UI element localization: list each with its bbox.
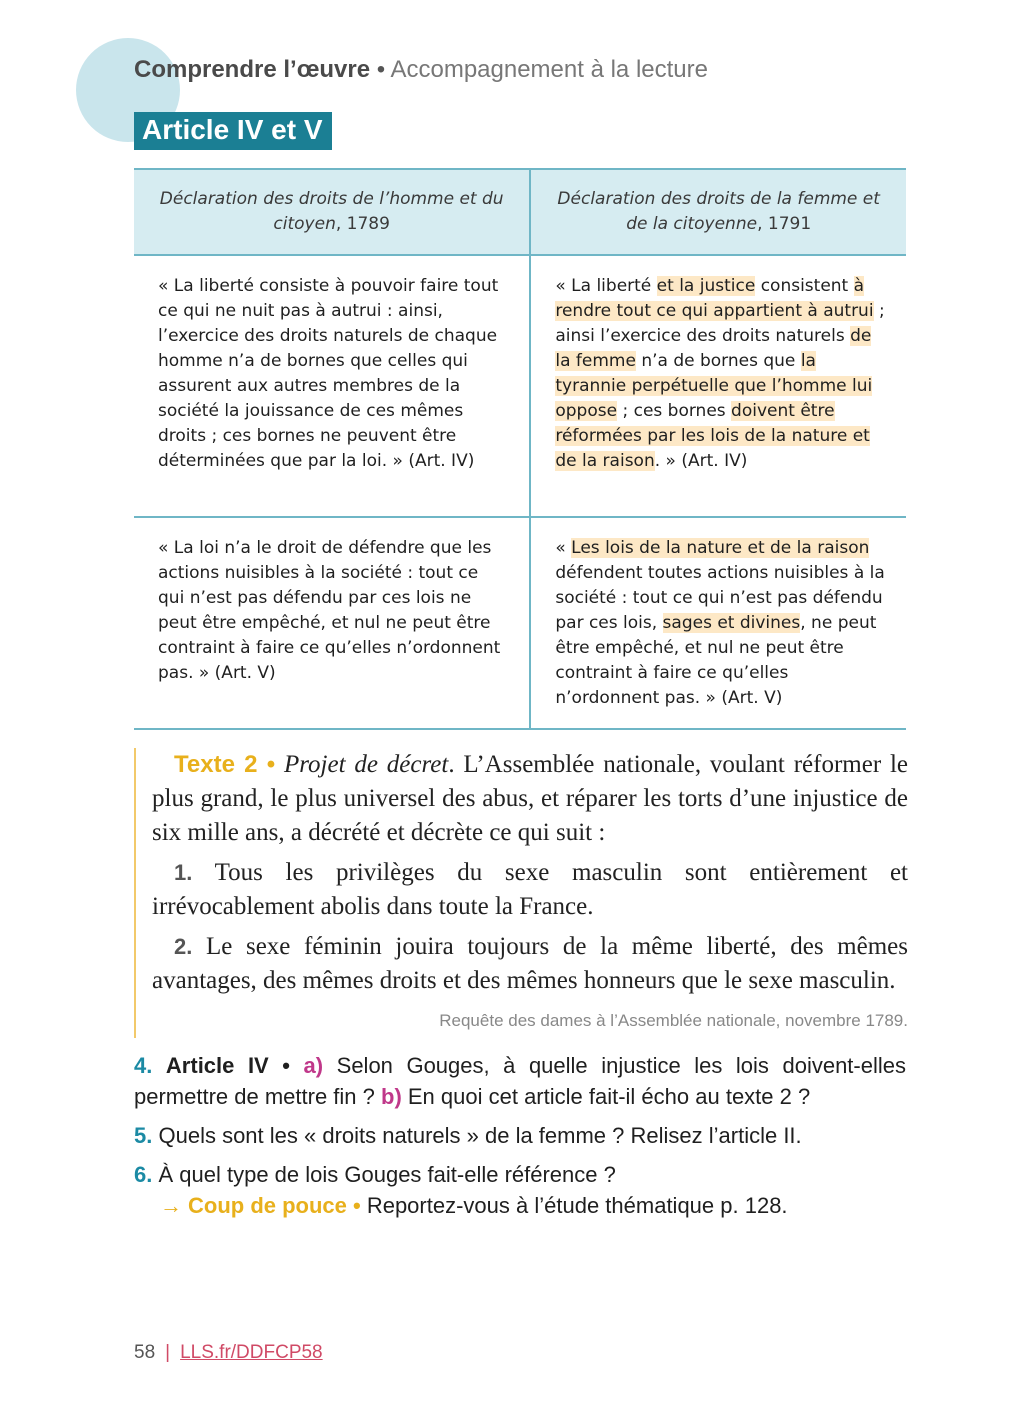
page-title: Article IV et V (134, 112, 332, 150)
question-5: 5. Quels sont les « droits naturels » de la femme ? Relisez l’article II. (134, 1123, 802, 1148)
column-header-1791: Déclaration des droits de la femme et de la citoyenne, 1791 (530, 169, 906, 255)
footer-separator: | (165, 1342, 171, 1363)
column-header-1789: Déclaration des droits de l’homme et du citoyen, 1789 (134, 169, 530, 255)
table-row (134, 517, 906, 729)
article-iv-1791: « La liberté et la justice consistent à rendre tout ce qui appartient à autrui ; ainsi l’exercice des droits naturels de la femme n’a de bornes que la tyrannie perpétuelle que l’homme lui oppose ; ces bornes doivent être réformées par les lois de la nature et de la raison. » (Art. IV) (530, 255, 906, 517)
header-section: Comprendre l’œuvre (134, 56, 371, 83)
questions (134, 1050, 906, 1229)
article-v-1789: « La loi n’a le droit de défendre que les actions nuisibles à la société : tout ce qui n’est pas défendu par ces lois ne peut être empêché, et nul ne peut être contraint à faire ce qu’elles n’ordonnent pas. » (Art. V) (134, 517, 530, 729)
hint: → Coup de pouce • Reportez-vous à l’étude thématique p. 128. (160, 1193, 788, 1218)
texte-2-excerpt (134, 748, 908, 1038)
texte-2-intro: Texte 2 • Projet de décret. L’Assemblée nationale, voulant réformer le plus grand, le plus universel des abus, et réparer les torts d’une injustice de six mille ans, a décrété et décrète ce qui suit : (152, 751, 909, 846)
comparison-table (134, 168, 906, 730)
section-header (134, 56, 708, 84)
texte-2-source: Requête des dames à l’Assemblée nationale, novembre 1789. (439, 1011, 908, 1030)
question-6: 6. À quel type de lois Gouges fait-elle référence ? (134, 1162, 616, 1187)
decree-item-2: 2. Le sexe féminin jouira toujours de la même liberté, des mêmes avantages, des mêmes droits et des mêmes honneurs que le sexe masculin. (152, 933, 908, 994)
page-footer (134, 1342, 323, 1364)
table-row (134, 255, 906, 517)
article-iv-1789: « La liberté consiste à pouvoir faire tout ce qui ne nuit pas à autrui : ainsi, l’exercice des droits naturels de chaque homme n’a de bornes que celles qui assurent aux autres membres de la société la jouissance de ces mêmes droits ; ces bornes ne peuvent être déterminées que par la loi. » (Art. IV) (134, 255, 530, 517)
article-v-1791: « Les lois de la nature et de la raison défendent toutes actions nuisibles à la société : tout ce qui n’est pas défendu par ces lois, sages et divines, ne peut être empêché, et nul ne peut être contraint à faire ce qu’elles n’ordonnent pas. » (Art. V) (530, 517, 906, 729)
page-number: 58 (134, 1342, 156, 1363)
texte-2-label: Texte 2 • (174, 751, 276, 778)
texte-2-title: Projet de décret (283, 751, 449, 778)
decree-item-1: 1. Tous les privilèges du sexe masculin sont entièrement et irrévocablement abolis dans toute la France. (152, 859, 908, 920)
footer-link[interactable]: LLS.fr/DDFCP58 (180, 1342, 323, 1363)
header-separator: • (370, 56, 391, 83)
question-4: 4. Article IV • a) Selon Gouges, à quelle injustice les lois doivent-elles permettre de mettre fin ? b) En quoi cet article fait-il écho au texte 2 ? (134, 1053, 906, 1109)
header-subsection: Accompagnement à la lecture (390, 56, 708, 83)
arrow-right-icon: → (160, 1193, 182, 1218)
